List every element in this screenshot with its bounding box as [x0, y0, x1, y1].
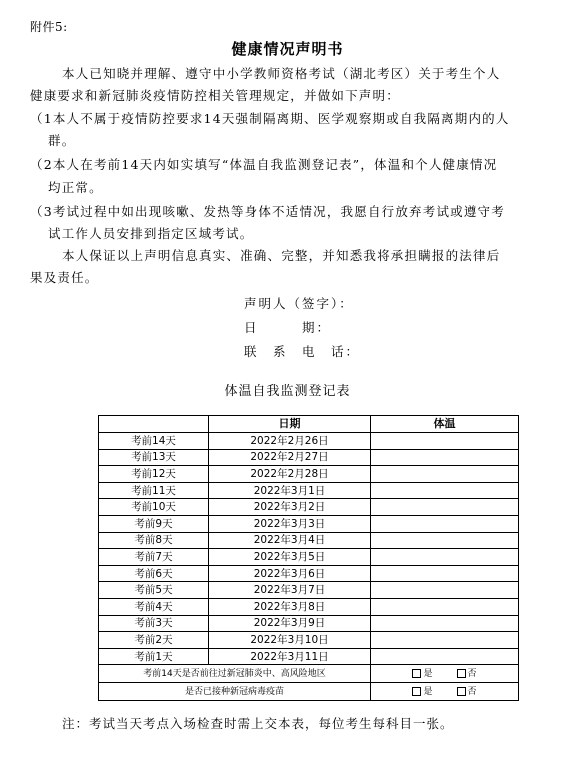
date-cell: 2022年2月26日: [209, 433, 371, 450]
day-cell: 考前12天: [99, 466, 209, 483]
date-cell: 2022年3月5日: [209, 549, 371, 566]
day-cell: 考前9天: [99, 515, 209, 532]
date-cell: 2022年3月9日: [209, 615, 371, 632]
temperature-cell[interactable]: [371, 449, 519, 466]
checkbox-icon[interactable]: [457, 669, 466, 678]
option-yes[interactable]: [412, 685, 432, 699]
table-row: [99, 632, 519, 649]
item2-line1: （2本人在考前14天内如实填写“体温自我监测登记表”，体温和个人健康情况: [30, 157, 498, 172]
signature-name-label: 声明人（签字）：: [244, 296, 354, 311]
question-text: 是否已接种新冠病毒疫苗: [99, 683, 371, 701]
option-label: 否: [467, 668, 477, 679]
question-row: [99, 665, 519, 683]
para2-line1: 本人保证以上声明信息真实、准确、完整，并知悉我将承担瞒报的法律后: [62, 248, 501, 263]
para1-line1: 本人已知晓并理解、遵守中小学教师资格考试（湖北考区）关于考生个人: [62, 66, 501, 81]
date-cell: 2022年3月6日: [209, 565, 371, 582]
date-cell: 2022年3月7日: [209, 582, 371, 599]
day-cell: 考前6天: [99, 565, 209, 582]
item1-line2: 群。: [48, 133, 76, 148]
table-row: [99, 499, 519, 516]
signature-date-label: 日 期：: [244, 320, 332, 335]
table-row: [99, 482, 519, 499]
table-row: [99, 466, 519, 483]
temperature-cell[interactable]: [371, 532, 519, 549]
day-cell: 考前3天: [99, 615, 209, 632]
header-temperature: 体温: [371, 416, 519, 433]
document-title: 健康情况声明书: [231, 40, 344, 58]
option-no[interactable]: [457, 667, 477, 681]
day-cell: 考前5天: [99, 582, 209, 599]
temperature-cell[interactable]: [371, 433, 519, 450]
date-cell: 2022年3月11日: [209, 648, 371, 665]
option-label: 否: [467, 686, 477, 697]
item2-line2: 均正常。: [48, 180, 103, 195]
question-text: 考前14天是否前往过新冠肺炎中、高风险地区: [99, 665, 371, 683]
date-cell: 2022年2月27日: [209, 449, 371, 466]
item3-line1: （3考试过程中如出现咳嗽、发热等身体不适情况，我愿自行放弃考试或遵守考: [30, 204, 505, 219]
date-cell: 2022年3月8日: [209, 598, 371, 615]
table-row: [99, 515, 519, 532]
date-cell: 2022年2月28日: [209, 466, 371, 483]
date-cell: 2022年3月3日: [209, 515, 371, 532]
temperature-cell[interactable]: [371, 499, 519, 516]
table-row: [99, 565, 519, 582]
date-cell: 2022年3月10日: [209, 632, 371, 649]
date-cell: 2022年3月4日: [209, 532, 371, 549]
table-row: [99, 648, 519, 665]
table-row: [99, 433, 519, 450]
table-row: [99, 532, 519, 549]
option-no[interactable]: [457, 685, 477, 699]
temperature-log-table: [98, 415, 519, 701]
day-cell: 考前11天: [99, 482, 209, 499]
temperature-cell[interactable]: [371, 565, 519, 582]
question-options: [371, 665, 519, 683]
day-cell: 考前4天: [99, 598, 209, 615]
table-title: 体温自我监测登记表: [224, 384, 351, 399]
footnote: 注：考试当天考点入场检查时需上交本表，每位考生每科目一张。: [62, 716, 454, 731]
table-row: [99, 598, 519, 615]
date-cell: 2022年3月1日: [209, 482, 371, 499]
day-cell: 考前2天: [99, 632, 209, 649]
option-yes[interactable]: [412, 667, 432, 681]
temperature-cell[interactable]: [371, 632, 519, 649]
table-header-row: [99, 416, 519, 433]
header-date: 日期: [209, 416, 371, 433]
para1-line2: 健康要求和新冠肺炎疫情防控相关管理规定，并做如下声明：: [30, 88, 400, 103]
day-cell: 考前8天: [99, 532, 209, 549]
item3-line2: 试工作人员安排到指定区域考试。: [48, 226, 254, 241]
signature-phone-label: 联 系 电 话：: [244, 344, 361, 359]
table-row: [99, 615, 519, 632]
item1-line1: （1本人不属于疫情防控要求14天强制隔离期、医学观察期或自我隔离期内的人: [30, 111, 510, 126]
temperature-cell[interactable]: [371, 466, 519, 483]
date-cell: 2022年3月2日: [209, 499, 371, 516]
question-row: [99, 683, 519, 701]
option-label: 是: [423, 668, 433, 679]
table-row: [99, 582, 519, 599]
day-cell: 考前13天: [99, 449, 209, 466]
checkbox-icon[interactable]: [412, 687, 421, 696]
temperature-cell[interactable]: [371, 598, 519, 615]
temperature-cell[interactable]: [371, 515, 519, 532]
para2-line2: 果及责任。: [30, 270, 99, 285]
temperature-cell[interactable]: [371, 582, 519, 599]
temperature-cell[interactable]: [371, 648, 519, 665]
day-cell: 考前10天: [99, 499, 209, 516]
day-cell: 考前1天: [99, 648, 209, 665]
table-row: [99, 449, 519, 466]
temperature-cell[interactable]: [371, 615, 519, 632]
day-cell: 考前7天: [99, 549, 209, 566]
checkbox-icon[interactable]: [412, 669, 421, 678]
temperature-cell[interactable]: [371, 482, 519, 499]
day-cell: 考前14天: [99, 433, 209, 450]
table-row: [99, 549, 519, 566]
temperature-cell[interactable]: [371, 549, 519, 566]
checkbox-icon[interactable]: [457, 687, 466, 696]
header-day: [99, 416, 209, 433]
option-label: 是: [423, 686, 433, 697]
attachment-label: 附件5:: [30, 20, 68, 34]
question-options: [371, 683, 519, 701]
